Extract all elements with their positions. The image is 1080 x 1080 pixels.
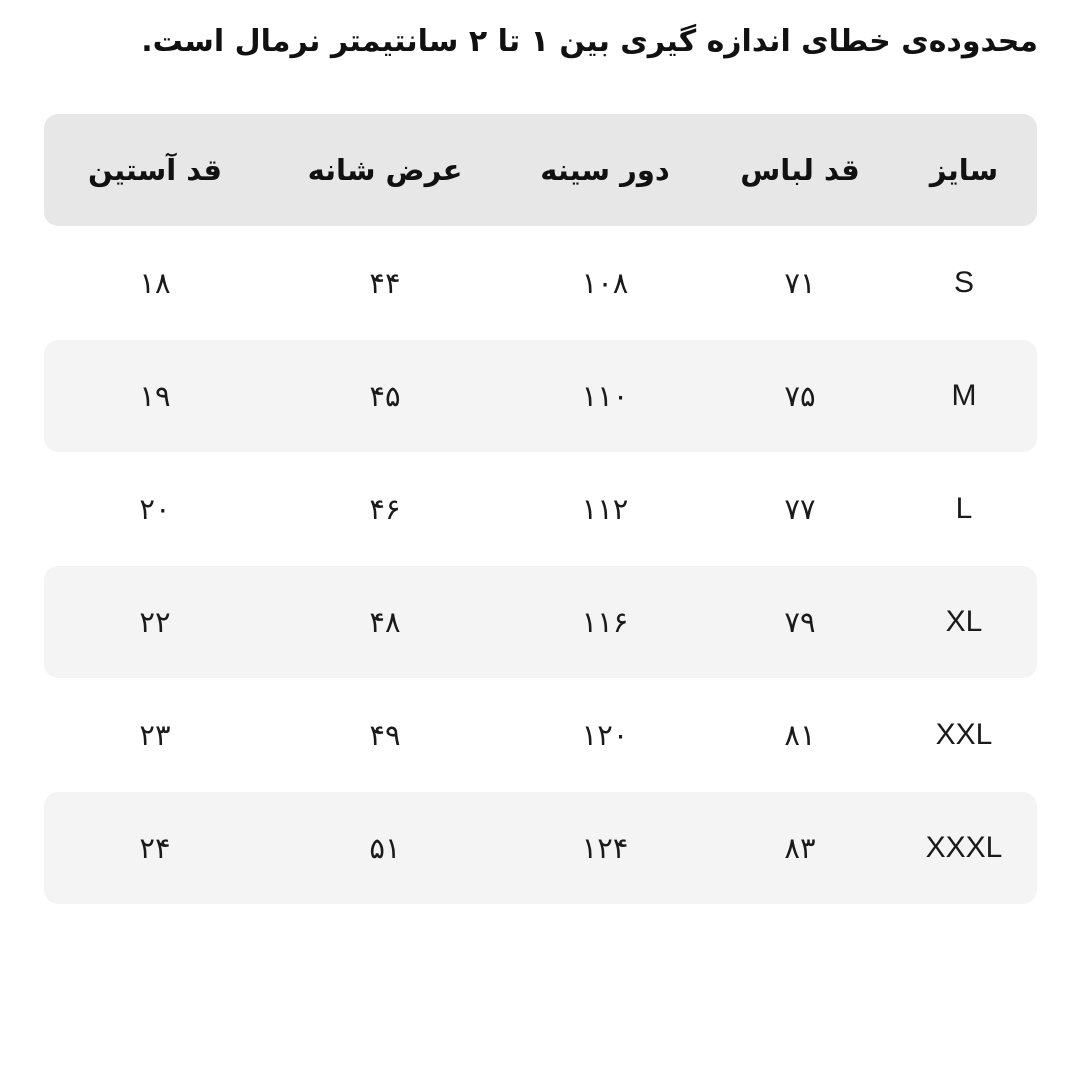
header-shoulder-width: عرض شانه	[307, 153, 463, 187]
shoulder-cell: ۴۹	[369, 718, 401, 752]
sleeve-cell: ۱۹	[139, 379, 171, 413]
size-cell: XXL	[935, 718, 993, 751]
chest-cell: ۱۱۶	[581, 605, 629, 639]
size-cell: S	[953, 266, 974, 299]
sleeve-cell: ۱۸	[139, 266, 171, 300]
table-row	[44, 792, 1037, 904]
sleeve-cell: ۲۳	[139, 718, 171, 752]
shoulder-cell: ۵۱	[369, 831, 401, 865]
header-sleeve-length: قد آستین	[87, 153, 223, 187]
size-cell: XL	[945, 605, 983, 638]
shoulder-cell: ۴۸	[369, 605, 401, 639]
size-cell: L	[955, 492, 973, 525]
table-header-row	[44, 114, 1037, 226]
size-cell: M	[951, 379, 977, 412]
measurement-tolerance-note: محدوده‌ی خطای اندازه گیری بین ۱ تا ۲ سانتیمتر نرمال است.	[141, 24, 1038, 59]
length-cell: ۷۱	[784, 266, 816, 300]
length-cell: ۸۱	[784, 718, 816, 752]
sleeve-cell: ۲۲	[139, 605, 171, 639]
sleeve-cell: ۲۴	[139, 831, 171, 865]
table-row	[44, 679, 1037, 791]
length-cell: ۷۹	[784, 605, 816, 639]
header-chest: دور سینه	[540, 153, 670, 187]
chest-cell: ۱۲۴	[581, 831, 629, 865]
table-row	[44, 227, 1037, 339]
chest-cell: ۱۱۰	[581, 379, 629, 413]
table-row	[44, 453, 1037, 565]
shoulder-cell: ۴۶	[369, 492, 401, 526]
size-cell: XXXL	[925, 831, 1003, 864]
length-cell: ۷۵	[784, 379, 816, 413]
header-size: سایز	[929, 153, 999, 187]
length-cell: ۸۳	[784, 831, 816, 865]
size-chart-table	[44, 114, 1037, 905]
header-garment-length: قد لباس	[740, 153, 860, 187]
sleeve-cell: ۲۰	[139, 492, 171, 526]
length-cell: ۷۷	[784, 492, 816, 526]
chest-cell: ۱۲۰	[581, 718, 629, 752]
chest-cell: ۱۰۸	[581, 266, 629, 300]
chest-cell: ۱۱۲	[581, 492, 629, 526]
shoulder-cell: ۴۵	[369, 379, 401, 413]
table-row	[44, 566, 1037, 678]
shoulder-cell: ۴۴	[369, 266, 401, 300]
table-row	[44, 340, 1037, 452]
